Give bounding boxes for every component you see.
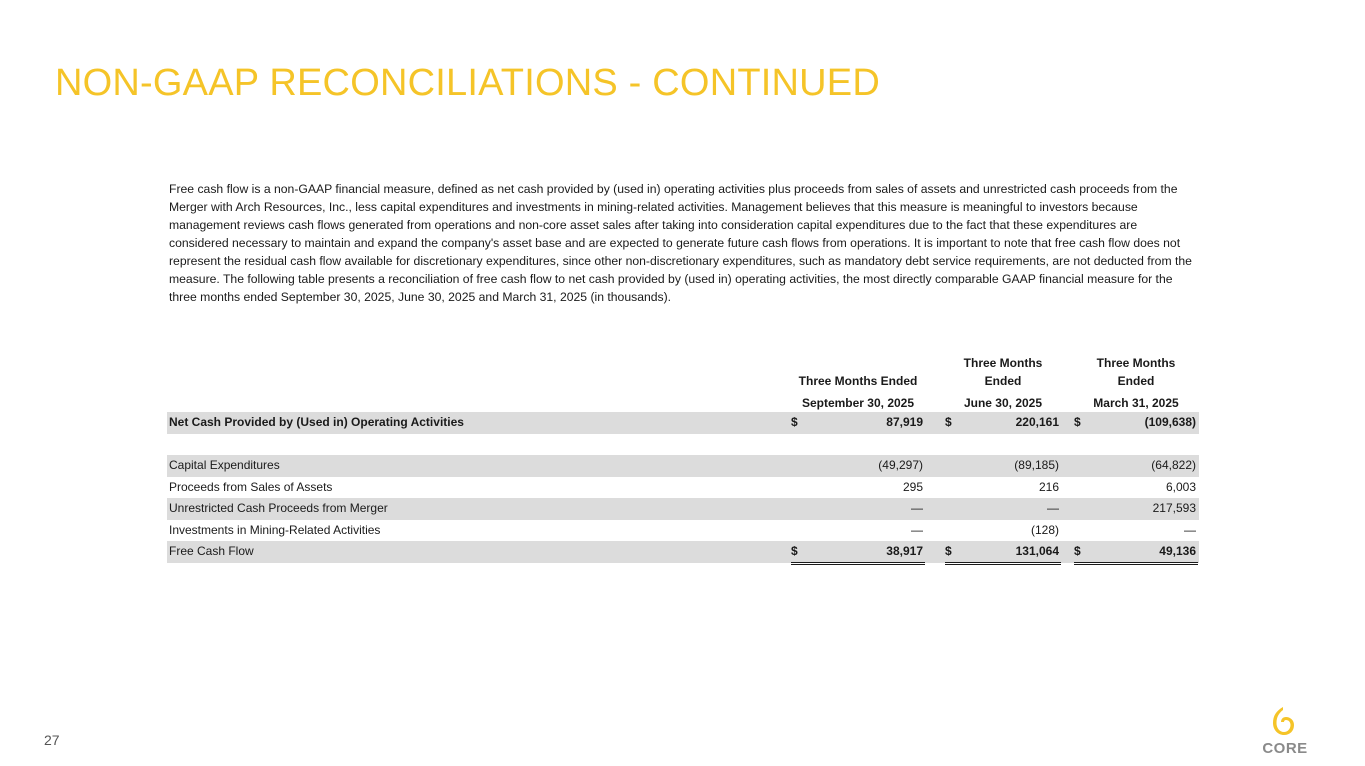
cell-sep-2025	[791, 520, 925, 542]
column-header-sep-2025	[791, 352, 925, 412]
cell-mar-2025	[1074, 520, 1198, 542]
column-header-jun-2025	[945, 352, 1061, 412]
cell-mar-2025	[1074, 412, 1198, 434]
cell-value: —	[911, 522, 923, 537]
cell-sep-2025	[791, 498, 925, 520]
cell-mar-2025	[1074, 498, 1198, 520]
cell-value: 220,161	[1015, 415, 1059, 429]
table-row-investments	[167, 520, 1199, 542]
column-header-top: Three Months Ended	[1096, 356, 1176, 388]
cell-value: 217,593	[1152, 501, 1196, 515]
core-logo-icon	[1270, 706, 1296, 736]
cell-value: (109,638)	[1144, 415, 1196, 429]
cell-mar-2025	[1074, 477, 1198, 499]
dollar-sign: $	[945, 544, 952, 558]
cell-value: 131,064	[1015, 544, 1059, 558]
cell-value: (64,822)	[1151, 458, 1196, 472]
cell-jun-2025	[945, 541, 1061, 565]
cell-value: —	[911, 501, 923, 515]
cell-value: 49,136	[1159, 544, 1196, 558]
cell-sep-2025	[791, 412, 925, 434]
cell-value: —	[1047, 501, 1059, 515]
cell-jun-2025	[945, 412, 1061, 434]
cell-value: 38,917	[886, 544, 923, 558]
cell-value: (89,185)	[1014, 458, 1059, 472]
table-row-spacer	[167, 434, 1199, 456]
cell-value: 216	[1038, 479, 1059, 494]
core-wordmark: CORE	[1262, 740, 1308, 757]
row-label: Proceeds from Sales of Assets	[169, 479, 333, 494]
dollar-sign: $	[1074, 415, 1081, 429]
cell-sep-2025	[791, 477, 925, 499]
column-header-top: Three Months Ended	[963, 356, 1043, 388]
column-header-date: June 30, 2025	[963, 396, 1043, 410]
table-row-operating-cash	[167, 412, 1199, 434]
cell-jun-2025	[945, 498, 1061, 520]
table-row-free-cash-flow	[167, 541, 1199, 563]
dollar-sign: $	[1074, 544, 1081, 558]
cell-value: (49,297)	[878, 458, 923, 472]
cell-mar-2025	[1074, 455, 1198, 477]
row-label: Investments in Mining-Related Activities	[169, 522, 381, 537]
cell-value: (128)	[1030, 522, 1059, 537]
core-logo	[1258, 706, 1312, 760]
dollar-sign: $	[945, 415, 952, 429]
column-header-top: Three Months Ended	[798, 374, 918, 388]
column-header-date: March 31, 2025	[1093, 396, 1179, 410]
cell-jun-2025	[945, 520, 1061, 542]
intro-paragraph: Free cash flow is a non-GAAP financial measure, defined as net cash provided by (used in) operating activities plus proceeds from sales of assets and unrestricted cash proceeds from the Merger with Arch Resources, Inc., less capital expenditures and investments in mining-related activities. Management believes that this measure is meaningful to investors because management reviews cash flows generated from operations and non-core asset sales after taking into consideration capital expenditures due to the fact that these expenditures are considered necessary to maintain and expand the company's asset base and are expected to generate future cash flows from operations. It is important to note that free cash flow does not represent the residual cash flow available for discretionary expenditures, since other non-discretionary expenditures, such as mandatory debt service requirements, are not deducted from the measure. The following table presents a reconciliation of free cash flow to net cash provided by (used in) operating activities, the most directly comparable GAAP financial measure for the three months ended September 30, 2025, June 30, 2025 and March 31, 2025 (in thousands).	[169, 182, 1192, 304]
row-label: Capital Expenditures	[169, 458, 280, 472]
column-header-mar-2025	[1074, 352, 1198, 412]
cell-jun-2025	[945, 455, 1061, 477]
row-label: Net Cash Provided by (Used in) Operating Activities	[169, 415, 464, 429]
cell-jun-2025	[945, 477, 1061, 499]
cell-sep-2025	[791, 455, 925, 477]
table-row-merger-cash	[167, 498, 1199, 520]
table-row-capex	[167, 455, 1199, 477]
cell-value: 6,003	[1165, 479, 1196, 494]
reconciliation-table	[167, 352, 1199, 563]
dollar-sign: $	[791, 544, 798, 558]
cell-value: 87,919	[886, 415, 923, 429]
table-row-asset-sales	[167, 477, 1199, 499]
page-number: 27	[44, 732, 60, 748]
table-header	[167, 352, 1199, 412]
column-header-date: September 30, 2025	[801, 396, 915, 410]
cell-sep-2025	[791, 541, 925, 565]
row-label: Unrestricted Cash Proceeds from Merger	[169, 501, 388, 515]
cell-value: 295	[902, 479, 923, 494]
cell-mar-2025	[1074, 541, 1198, 565]
page-title: NON-GAAP RECONCILIATIONS - CONTINUED	[55, 62, 880, 104]
row-label: Free Cash Flow	[169, 544, 254, 558]
cell-value: —	[1184, 522, 1196, 537]
dollar-sign: $	[791, 415, 798, 429]
